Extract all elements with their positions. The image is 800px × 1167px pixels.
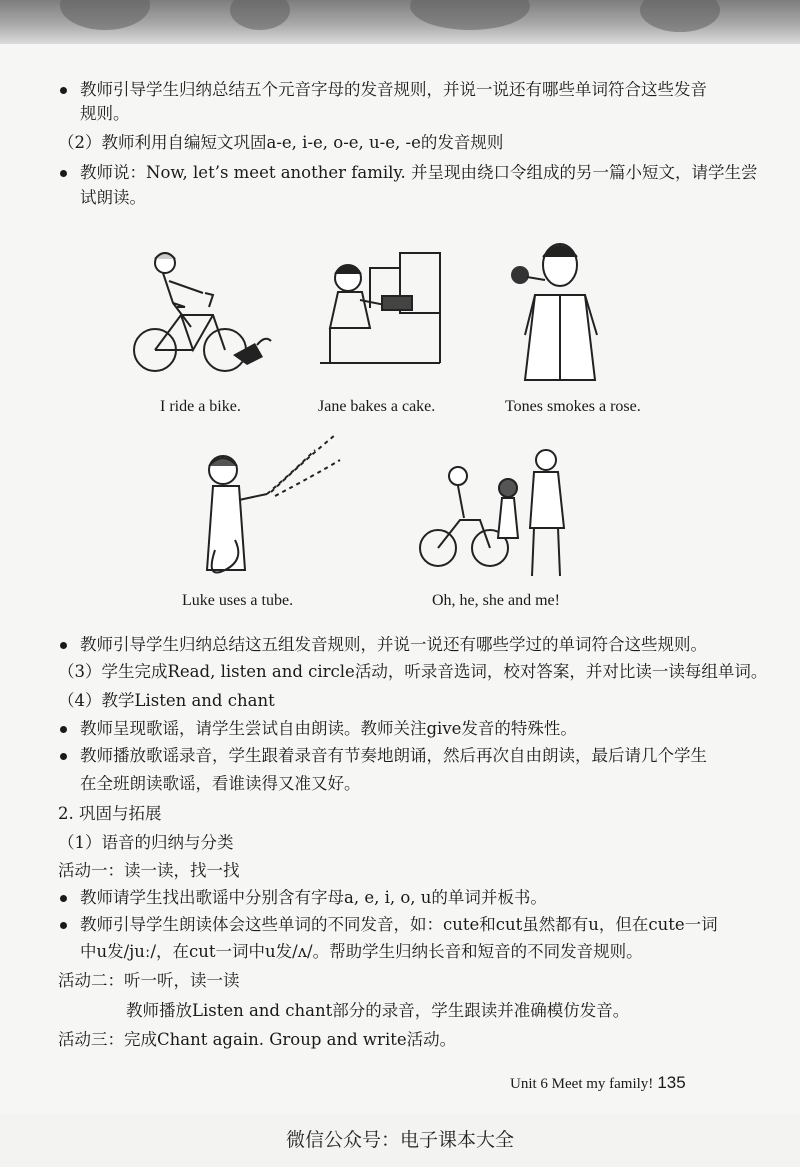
- page-footer: [510, 1073, 686, 1093]
- activity-heading: 活动一：读一读，找一找: [58, 861, 240, 880]
- girl-baking-cake-illustration: [310, 248, 450, 378]
- paragraph-line: 教师请学生找出歌谣中分别含有字母a, e, i, o, u的单词并板书。: [80, 888, 547, 907]
- caption-rose: Tones smokes a rose.: [505, 398, 641, 415]
- man-smoking-rose-illustration: [505, 235, 615, 385]
- family-group-illustration: [418, 448, 568, 578]
- activity-heading: 活动二：听一听，读一读: [58, 971, 240, 990]
- boy-riding-bike-illustration: [133, 245, 273, 375]
- section-heading: 2. 巩固与拓展: [58, 804, 162, 823]
- paragraph-line: 教师引导学生朗读体会这些单词的不同发音，如：cute和cut虽然都有u，但在cute一词: [80, 915, 718, 934]
- section-heading: （3）学生完成Read, listen and circle活动，听录音选词，校对答案，并对比读一读每组单词。: [58, 662, 768, 681]
- paragraph-line: 试朗读。: [80, 188, 146, 207]
- paragraph-line: 教师播放歌谣录音，学生跟着录音有节奏地朗诵，然后再次自由朗读，最后请几个学生: [80, 746, 707, 765]
- caption-bike: I ride a bike.: [160, 398, 241, 415]
- unit-title: Unit 6 Meet my family!: [510, 1076, 654, 1092]
- paragraph-line: 规则。: [80, 104, 130, 123]
- paragraph-line: 在全班朗读歌谣，看谁读得又准又好。: [80, 774, 361, 793]
- paragraph-line: 教师呈现歌谣，请学生尝试自由朗读。教师关注give发音的特殊性。: [80, 719, 577, 738]
- caption-me: Oh, he, she and me!: [432, 592, 560, 609]
- paragraph-line: 教师引导学生归纳总结这五组发音规则，并说一说还有哪些学过的单词符合这些规则。: [80, 635, 707, 654]
- paragraph-line: 教师说：Now, let’s meet another family. 并呈现由绕口令组成的另一篇小短文，请学生尝: [80, 163, 758, 182]
- section-heading: （2）教师利用自编短文巩固a-e, i-e, o-e, u-e, -e的发音规则: [58, 133, 504, 152]
- paragraph-line: 中u发/juː/，在cut一词中u发/ʌ/。帮助学生归纳长音和短音的不同发音规则。: [80, 942, 643, 961]
- caption-cake: Jane bakes a cake.: [318, 398, 436, 415]
- boy-using-tube-illustration: [195, 430, 345, 580]
- caption-tube: Luke uses a tube.: [182, 592, 294, 609]
- paragraph-line: 教师引导学生归纳总结五个元音字母的发音规则，并说一说还有哪些单词符合这些发音: [80, 80, 707, 99]
- section-heading: （4）教学Listen and chant: [58, 691, 275, 710]
- page-number: 135: [657, 1073, 686, 1092]
- paragraph-line: 教师播放Listen and chant部分的录音，学生跟读并准确模仿发音。: [126, 1001, 630, 1020]
- activity-heading: 活动三：完成Chant again. Group and write活动。: [58, 1030, 457, 1049]
- top-decorative-strip: [0, 0, 800, 44]
- section-heading: （1）语音的归纳与分类: [58, 833, 234, 852]
- watermark: 微信公众号：电子课本大全: [285, 1129, 514, 1151]
